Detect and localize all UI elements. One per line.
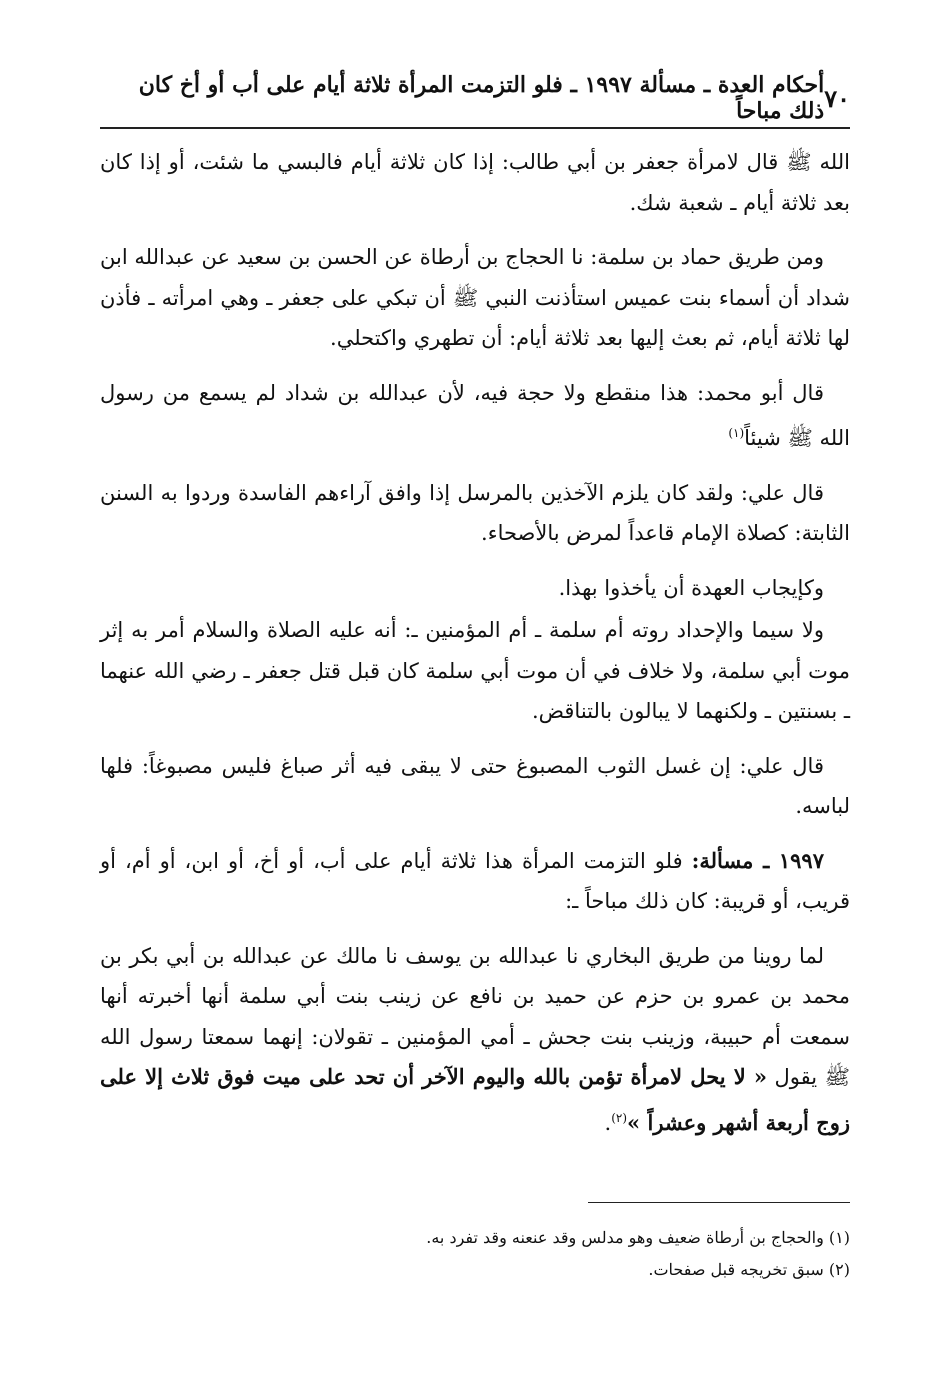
sentence-end: . xyxy=(604,1110,612,1135)
paragraph-text: لما روينا من طريق البخاري نا عبدالله بن يوسف نا مالك عن عبدالله بن أبي بكر بن محمد بن عمرو بن حزم عن حميد بن نافع عن زينب بنت أبي سلمة أنها أخبرته أنها سمعت أم حبيبة، وزينب بنت جحش ـ أمي المؤمنين ـ تقولان: إنهما سمعتا رسول الله ﷺ يقول xyxy=(100,943,850,1089)
footnotes xyxy=(100,1222,850,1286)
issue-number: ١٩٩٧ ـ مسألة: xyxy=(691,847,824,873)
header-divider xyxy=(100,127,850,129)
paragraph: قال علي: إن غسل الثوب المصبوغ حتى لا يبقى فيه أثر صباغ فليس مصبوغاً: فلها لباسه. xyxy=(100,753,850,818)
issue-paragraph xyxy=(100,841,850,922)
footnote-divider xyxy=(588,1202,850,1203)
paragraph: ومن طريق حماد بن سلمة: نا الحجاج بن أرطاة عن الحسن بن سعيد عن عبدالله ابن شداد أن أسماء بنت عميس استأذنت النبي ﷺ أن تبكي على جعفر ـ وهي امرأته ـ فأذن لها ثلاثة أيام، ثم بعث إليها بعد ثلاثة أيام: أن تطهري واكتحلي. xyxy=(100,245,850,350)
footnote-ref-1[interactable]: (١) xyxy=(728,426,745,440)
running-header xyxy=(100,72,850,124)
paragraph: الله ﷺ قال لامرأة جعفر بن أبي طالب: إذا كان ثلاثة أيام فالبسي ما شئت، أو إذا كان بعد ثلاثة أيام ـ شعبة شك. xyxy=(100,150,850,215)
paragraph: قال علي: ولقد كان يلزم الآخذين بالمرسل إذا وافق آراءهم الفاسدة وردوا به السنن الثابتة: كصلاة الإمام قاعداً لمرض بالأصحاء. xyxy=(100,480,850,545)
paragraph: وكإيجاب العهدة أن يأخذوا بهذا. xyxy=(558,575,824,600)
paragraph xyxy=(100,936,850,1144)
page-number: ٧٠ xyxy=(824,83,850,113)
paragraph-text: قال أبو محمد: هذا منقطع ولا حجة فيه، لأن عبدالله بن شداد لم يسمع من رسول الله ﷺ شيئاً xyxy=(100,380,850,450)
hadith-quote: « لا يحل لامرأة تؤمن بالله واليوم الآخر أن تحد على ميت فوق ثلاث إلا على زوج أربعة أشهر وعشراً » xyxy=(100,1064,850,1135)
paragraph xyxy=(100,373,850,459)
main-text xyxy=(100,142,850,1157)
footnote-1: (١) والحجاج بن أرطاة ضعيف وهو مدلس وقد عنعنه وقد تفرد به. xyxy=(426,1228,850,1247)
footnote-2: (٢) سبق تخريجه قبل صفحات. xyxy=(648,1260,850,1279)
header-title: أحكام العدة ـ مسألة ١٩٩٧ ـ فلو التزمت المرأة ثلاثة أيام على أب أو أخ كان ذلك مباحاً xyxy=(138,72,825,124)
issue-text: فلو التزمت المرأة هذا ثلاثة أيام على أب، أو أخ، أو ابن، أو أم، أو قريب، أو قريبة: كان ذلك مباحاً ـ: xyxy=(100,848,850,913)
paragraph: ولا سيما والإحداد روته أم سلمة ـ أم المؤمنين ـ: أنه عليه الصلاة والسلام أمر به إثر موت أبي سلمة، ولا خلاف في أن موت أبي سلمة كان قبل قتل جعفر ـ رضي الله عنهما ـ بسنتين ـ ولكنهما لا يبالون بالتناقض. xyxy=(100,618,850,723)
footnote-ref-2[interactable]: (٢) xyxy=(611,1110,628,1125)
